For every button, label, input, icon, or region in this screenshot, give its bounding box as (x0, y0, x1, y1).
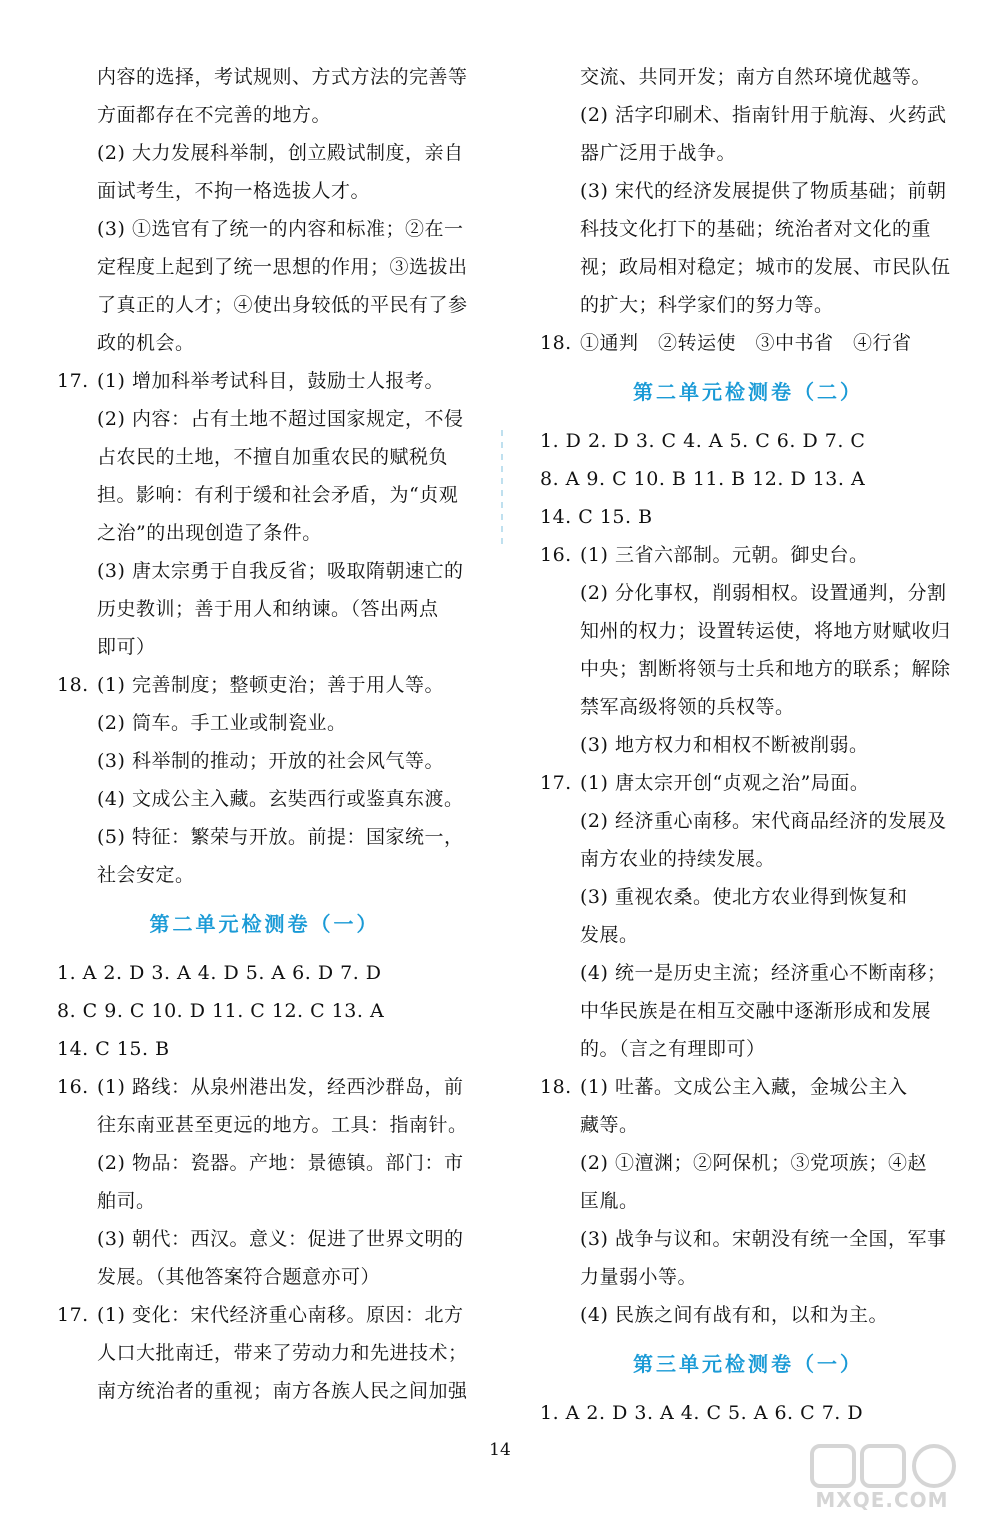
question-line (57, 666, 472, 704)
section-heading: 第二单元检测卷（二） (633, 380, 863, 404)
answer-line: 南方农业的持续发展。 (580, 848, 776, 870)
answer-text: (1) 完善制度；整顿吏治；善于用人等。 (97, 674, 444, 696)
question-number: 17. (57, 370, 89, 392)
answer-line: 知州的权力；设置转运使，将地方财赋收归 (580, 620, 951, 642)
question-number: 18. (57, 674, 89, 696)
answer-text: (1) 三省六部制。元朝。御史台。 (580, 544, 869, 566)
answer-text: (1) 变化：宋代经济重心南移。原因：北方 (97, 1304, 464, 1326)
answer-line: (4) 民族之间有战有和，以和为主。 (580, 1304, 888, 1326)
answer-text: (1) 路线：从泉州港出发，经西沙群岛，前 (97, 1076, 464, 1098)
answer-text: (1) 吐蕃。文成公主入藏，金城公主入 (580, 1076, 908, 1098)
answer-line: (2) 经济重心南移。宋代商品经济的发展及 (580, 810, 947, 832)
question-line (540, 1068, 956, 1106)
answer-line: 社会安定。 (97, 864, 195, 886)
answer-line: (2) 大力发展科举制，创立殿试制度，亲自 (97, 142, 464, 164)
watermark-glyph-icon (782, 1442, 982, 1492)
answer-line: 匡胤。 (580, 1190, 639, 1212)
answer-line: 占农民的土地，不擅自加重农民的赋税负 (97, 446, 449, 468)
answer-line: 的扩大；科学家们的努力等。 (580, 294, 834, 316)
answer-line: 往东南亚甚至更远的地方。工具：指南针。 (97, 1114, 468, 1136)
answer-line: (2) ①澶渊；②阿保机；③党项族；④赵 (580, 1152, 927, 1174)
answer-line: 内容的选择，考试规则、方式方法的完善等 (97, 66, 468, 88)
answer-line: 人口大批南迁，带来了劳动力和先进技术； (97, 1342, 468, 1364)
question-number: 17. (540, 772, 572, 794)
answer-line: 发展。 (580, 924, 639, 946)
choice-answers-line: 1. D 2. D 3. C 4. A 5. C 6. D 7. C (540, 430, 866, 452)
answer-line: 了真正的人才；④使出身较低的平民有了参 (97, 294, 468, 316)
answer-line: 藏等。 (580, 1114, 639, 1136)
answer-text: ①通判 ②转运使 ③中书省 ④行省 (580, 332, 912, 354)
question-number: 16. (540, 544, 572, 566)
answer-line: 的。（言之有理即可） (580, 1038, 766, 1060)
answer-line: (2) 筒车。手工业或制瓷业。 (97, 712, 347, 734)
answer-line: (4) 统一是历史主流；经济重心不断南移； (580, 962, 947, 984)
answer-line: 南方统治者的重视；南方各族人民之间加强 (97, 1380, 468, 1402)
section-heading: 第二单元检测卷（一） (149, 912, 380, 936)
answer-line: 担。影响：有利于缓和社会矛盾，为“贞观 (97, 484, 459, 506)
answer-line: (3) 科举制的推动；开放的社会风气等。 (97, 750, 444, 772)
question-line (57, 1296, 472, 1334)
answer-line: 交流、共同开发；南方自然环境优越等。 (580, 66, 932, 88)
answer-line: 视；政局相对稳定；城市的发展、市民队伍 (580, 256, 951, 278)
answer-line: 定程度上起到了统一思想的作用；③选拔出 (97, 256, 468, 278)
answer-text: (1) 增加科举考试科目，鼓励士人报考。 (97, 370, 444, 392)
section-heading: 第三单元检测卷（一） (633, 1352, 863, 1376)
question-line (540, 324, 956, 362)
choice-answers-line: 14. C 15. B (57, 1038, 170, 1060)
question-number: 18. (540, 332, 572, 354)
answer-line: 科技文化打下的基础；统治者对文化的重 (580, 218, 932, 240)
right-column (540, 58, 956, 1432)
answer-line: (4) 文成公主入藏。玄奘西行或鉴真东渡。 (97, 788, 464, 810)
answer-line: 中央；割断将领与士兵和地方的联系；解除 (580, 658, 951, 680)
answer-line: (3) 唐太宗勇于自我反省；吸取隋朝速亡的 (97, 560, 464, 582)
answer-line: (5) 特征：繁荣与开放。前提：国家统一， (97, 826, 464, 848)
answer-line: 舶司。 (97, 1190, 156, 1212)
question-number: 18. (540, 1076, 572, 1098)
answer-line: 即可） (97, 636, 156, 658)
answer-line: 面试考生，不拘一格选拔人才。 (97, 180, 371, 202)
question-line (57, 362, 472, 400)
answer-line: (2) 物品：瓷器。产地：景德镇。部门：市 (97, 1152, 464, 1174)
answer-line: 方面都存在不完善的地方。 (97, 104, 332, 126)
answer-line: (3) ①选官有了统一的内容和标准；②在一 (97, 218, 464, 240)
choice-answers-line: 8. C 9. C 10. D 11. C 12. C 13. A (57, 1000, 385, 1022)
answer-line: 历史教训；善于用人和纳谏。（答出两点 (97, 598, 439, 620)
answer-text: (1) 唐太宗开创“贞观之治”局面。 (580, 772, 870, 794)
answer-line: 中华民族是在相互交融中逐渐形成和发展 (580, 1000, 932, 1022)
answer-line: 政的机会。 (97, 332, 195, 354)
choice-answers-line: 1. A 2. D 3. A 4. C 5. A 6. C 7. D (540, 1402, 864, 1424)
watermark-logo (782, 1442, 982, 1512)
choice-answers-line: 14. C 15. B (540, 506, 653, 528)
answer-line: (3) 战争与议和。宋朝没有统一全国，军事 (580, 1228, 947, 1250)
question-number: 16. (57, 1076, 89, 1098)
answer-line: (3) 重视农桑。使北方农业得到恢复和 (580, 886, 908, 908)
column-divider (501, 430, 503, 550)
watermark-text: MXQE.COM (815, 1488, 949, 1512)
answer-line: 器广泛用于战争。 (580, 142, 737, 164)
answer-line: (2) 分化事权，削弱相权。设置通判，分割 (580, 582, 947, 604)
answer-line: 力量弱小等。 (580, 1266, 698, 1288)
question-line (540, 536, 956, 574)
page-number: 14 (489, 1440, 511, 1460)
left-column (57, 58, 472, 1410)
answer-line: (3) 朝代：西汉。意义：促进了世界文明的 (97, 1228, 464, 1250)
choice-answers-line: 1. A 2. D 3. A 4. D 5. A 6. D 7. D (57, 962, 382, 984)
answer-line: (2) 活字印刷术、指南针用于航海、火药武 (580, 104, 947, 126)
answer-line: 禁军高级将领的兵权等。 (580, 696, 795, 718)
answer-line: (3) 宋代的经济发展提供了物质基础；前朝 (580, 180, 947, 202)
question-number: 17. (57, 1304, 89, 1326)
answer-line: (3) 地方权力和相权不断被削弱。 (580, 734, 869, 756)
question-line (540, 764, 956, 802)
answer-line: 之治”的出现创造了条件。 (97, 522, 322, 544)
answer-line: 发展。（其他答案符合题意亦可） (97, 1266, 381, 1288)
choice-answers-line: 8. A 9. C 10. B 11. B 12. D 13. A (540, 468, 866, 490)
question-line (57, 1068, 472, 1106)
answer-line: (2) 内容：占有土地不超过国家规定，不侵 (97, 408, 464, 430)
